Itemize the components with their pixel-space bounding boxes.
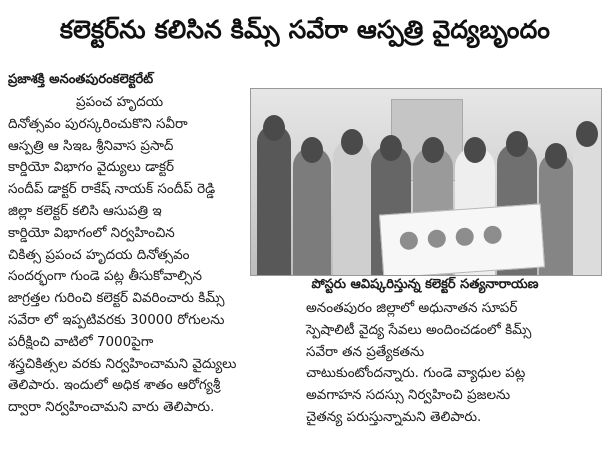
photo-caption: పోస్టరు ఆవిష్కరిస్తున్న కలెక్టర్ సత్యనారాయణ [250, 276, 600, 296]
article-line: అవగాహన సదస్సు నిర్వహించి ప్రజలను [306, 387, 511, 404]
person-head [576, 121, 598, 147]
article-line: సందర్భంగా గుండె పట్ల తీసుకోవాల్సిన [8, 268, 202, 285]
person-head [380, 135, 402, 161]
article-line: ఆస్పత్రి ఆ సిఇఒ శ్రీనివాస ప్రసాద్ [8, 137, 174, 154]
left-column [8, 92, 248, 419]
article-line: ప్రపంచ హృదయ [76, 94, 164, 110]
article-line: చికిత్స ప్రపంచ హృదయ దినోత్సవం [8, 246, 190, 263]
person-figure [333, 139, 371, 275]
person-head [301, 137, 323, 163]
news-photo [250, 88, 602, 276]
article-line: జిల్లా కలెక్టర్ కలిసి ఆసుపత్రి ఇ [8, 202, 162, 219]
dateline: ప్రజాశక్తి అనంతపురంకలెక్టరేట్ [8, 72, 154, 87]
article-line: సందీప్ డాక్టర్ రాకేష్ నాయక్ సందీప్ రెడ్డి [8, 181, 216, 198]
article-line: దినోత్సవం పురస్కరించుకొని సవీరా [8, 115, 188, 132]
person-head [263, 115, 285, 141]
poster-circle [399, 231, 418, 250]
person-head [464, 137, 486, 163]
article-line: చాటుకుంటోందన్నారు. గుండె వ్యాధుల పట్ల [306, 365, 526, 382]
person-figure [257, 125, 291, 275]
person-head [506, 131, 528, 157]
article-line: సవేరా లో ఇప్పటివరకు 30000 రోగులను [8, 311, 225, 328]
article-line: అనంతపురం జిల్లాలో అధునాతన సూపర్ [306, 300, 518, 316]
article-line: పరీక్షించి వాటిలో 7000పైగా [8, 333, 154, 350]
article-line: చైతన్య పరుస్తున్నామని తెలిపారు. [306, 408, 482, 425]
held-poster [379, 203, 545, 276]
person-figure [573, 133, 601, 275]
article-line: ద్వారా నిర్వహించామని వారు తెలిపారు. [8, 399, 215, 416]
right-column [306, 298, 596, 429]
article-line: తెలిపారు. ఇందులో అధిక శాతం ఆరోగ్యశ్రీ [8, 377, 221, 394]
article-line: కార్డియో విభాగం వైద్యులు డాక్టర్ [8, 159, 175, 176]
article-line: శస్త్రచికిత్సల వరకు నిర్వహించామని వైద్యులు [8, 355, 237, 372]
poster-circle [427, 229, 446, 248]
poster-circle [455, 227, 474, 246]
person-head [341, 129, 363, 155]
headline: కలెక్టర్‌ను కలిసిన కిమ్స్ సవేరా ఆస్పత్రి వైద్యబృందం [59, 15, 551, 44]
poster-circle [483, 225, 502, 244]
article-line: జాగ్రత్తల గురించి కలెక్టర్ వివరించారు కిమ్స్ [8, 290, 225, 307]
article-line: స్పెషాలిటీ వైద్య సేవలు అందించడంలో కిమ్స్ [306, 321, 532, 338]
person-head [422, 137, 444, 163]
article-line: కార్డియో విభాగంలో నిర్వహించిన [8, 224, 175, 241]
article-line: సవేరా తన ప్రత్యేకతను [306, 343, 425, 360]
person-head [545, 143, 567, 169]
person-figure [293, 147, 331, 275]
